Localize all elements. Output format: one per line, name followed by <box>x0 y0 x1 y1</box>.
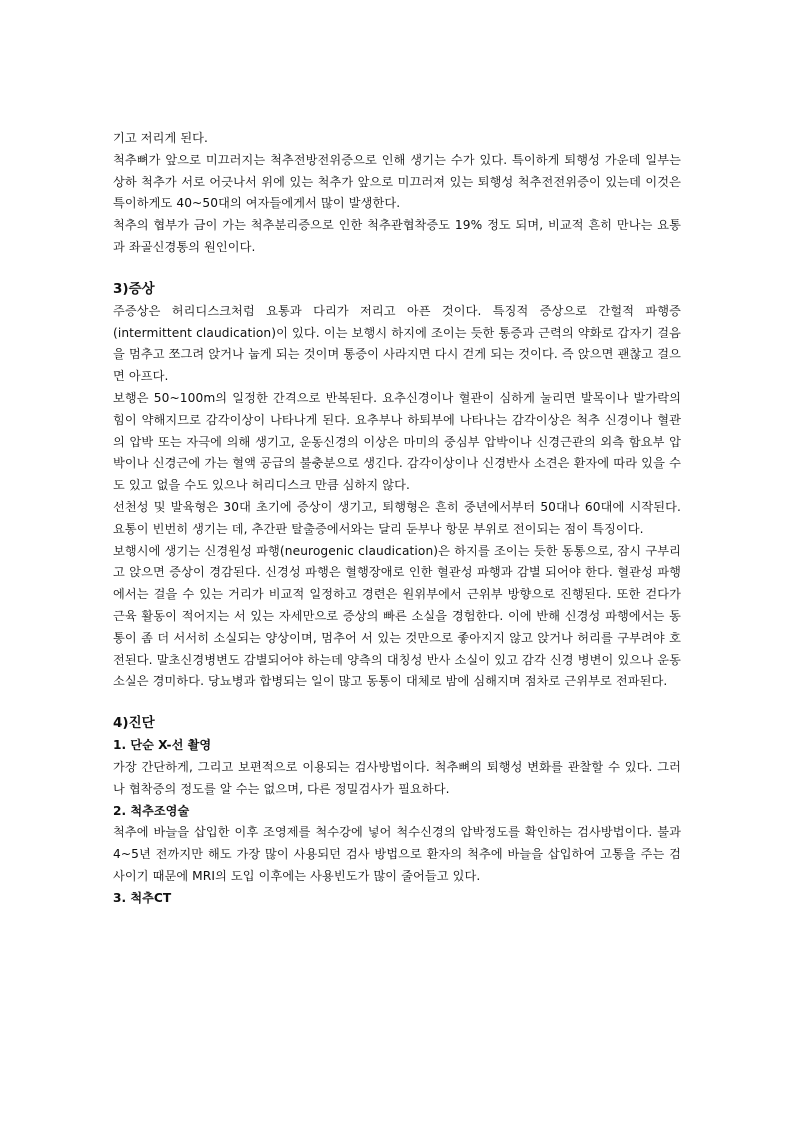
symptoms-heading: 3)증상 <box>113 280 155 297</box>
section-spacer <box>113 259 681 277</box>
diagnosis-item-title-myelography: 2. 척추조영술 <box>113 803 190 818</box>
symptoms-paragraph-1: 주증상은 허리디스크처럼 요통과 다리가 저리고 아픈 것이다. 특징적 증상으로 간헐적 파행증(intermittent claudication)이 있다. 이는 보행시 하지에 조이는 듯한 통증과 근력의 약화로 갑자기 걸음을 멈추고 쪼그려 앉거나 눕게 되는 것이며 통증이 사라지면 다시 걷게 되는 것이다. 즉 앉으면 괜찮고 걸으면 아프다. <box>113 303 681 384</box>
symptoms-paragraph-2: 보행은 50~100m의 일정한 간격으로 반복된다. 요추신경이나 혈관이 심하게 눌리면 발목이나 발가락의 힘이 약해지므로 감각이상이 나타나게 된다. 요추부나 하퇴부에 나타나는 감각이상은 척추 신경이나 혈관의 압박 또는 자극에 의해 생기고, 운동신경의 이상은 마미의 중심부 압박이나 신경근관의 외측 함요부 압박이나 신경근에 가는 혈액 공급의 불충분으로 생긴다. 감각이상이나 신경반사 소견은 환자에 따라 있을 수도 있고 없을 수도 있으나 허리디스크 만큼 심하지 않다. <box>113 390 681 493</box>
diagnosis-item-text-myelography: 척추에 바늘을 삽입한 이후 조영제를 척수강에 넣어 척수신경의 압박정도를 확인하는 검사방법이다. 불과 4~5년 전까지만 해도 가장 많이 사용되던 검사 방법으로 환자의 척추에 바늘을 삽입하여 고통을 주는 검사이기 때문에 MRI의 도입 이후에는 사용빈도가 많이 줄어들고 있다. <box>113 825 681 883</box>
diagnosis-item-title-ct: 3. 척추CT <box>113 890 172 905</box>
symptoms-paragraph-4: 보행시에 생기는 신경원성 파행(neurogenic claudication)은 하지를 조이는 듯한 동통으로, 잠시 구부리고 앉으면 증상이 경감된다. 신경성 파행은 혈행장애로 인한 혈관성 파행과 감별 되어야 한다. 혈관성 파행에서는 걸을 수 있는 거리가 비교적 일정하고 경련은 원위부에서 근위부 방향으로 진행된다. 또한 걷다가 근육 활동이 적어지는 서 있는 자세만으로 증상의 빠른 소실을 경험한다. 이에 반해 신경성 파행에서는 동통이 좀 더 서서히 소실되는 양상이며, 멈추어 서 있는 것만으로 좋아지지 않고 앉거나 허리를 구부려야 호전된다. 말초신경병변도 감별되어야 하는데 양측의 대칭성 반사 소실이 있고 감각 신경 병변이 있으나 운동 소실은 경미하다. 당뇨병과 합병되는 일이 많고 동통이 대체로 밤에 심해지며 점차로 근위부로 전파된다. <box>113 543 681 689</box>
diagnosis-heading: 4)진단 <box>113 715 155 732</box>
intro-paragraph-3: 척추의 협부가 금이 가는 척추분리증으로 인한 척추관협착증도 19% 정도 되며, 비교적 흔히 만나는 요통과 좌골신경통의 원인이다. <box>113 218 681 254</box>
diagnosis-item-text-xray: 가장 간단하게, 그리고 보편적으로 이용되는 검사방법이다. 척추뼈의 퇴행성 변화를 관찰할 수 있다. 그러나 협착증의 정도를 알 수는 없으며, 다른 정밀검사가 필요하다. <box>113 759 681 796</box>
document-page <box>113 128 681 910</box>
intro-paragraph-2: 척추뼈가 앞으로 미끄러지는 척추전방전위증으로 인해 생기는 수가 있다. 특이하게 퇴행성 가운데 일부는 상하 척추가 서로 어긋나서 위에 있는 척추가 앞으로 미끄러져 있는 퇴행성 척추전전위증이 있는데 이것은 특이하게도 40~50대의 여자들에게서 많이 발생한다. <box>113 152 681 211</box>
symptoms-paragraph-3: 선천성 및 발육형은 30대 초기에 증상이 생기고, 퇴행형은 흔히 중년에서부터 50대나 60대에 시작된다. 요통이 빈번히 생기는 데, 추간판 탈출증에서와는 달리 둔부나 항문 부위로 전이되는 점이 특징이다. <box>113 499 681 536</box>
intro-paragraph-1: 기고 저리게 된다. <box>113 131 209 145</box>
diagnosis-item-title-xray: 1. 단순 X-선 촬영 <box>113 738 212 753</box>
section-spacer <box>113 693 681 711</box>
